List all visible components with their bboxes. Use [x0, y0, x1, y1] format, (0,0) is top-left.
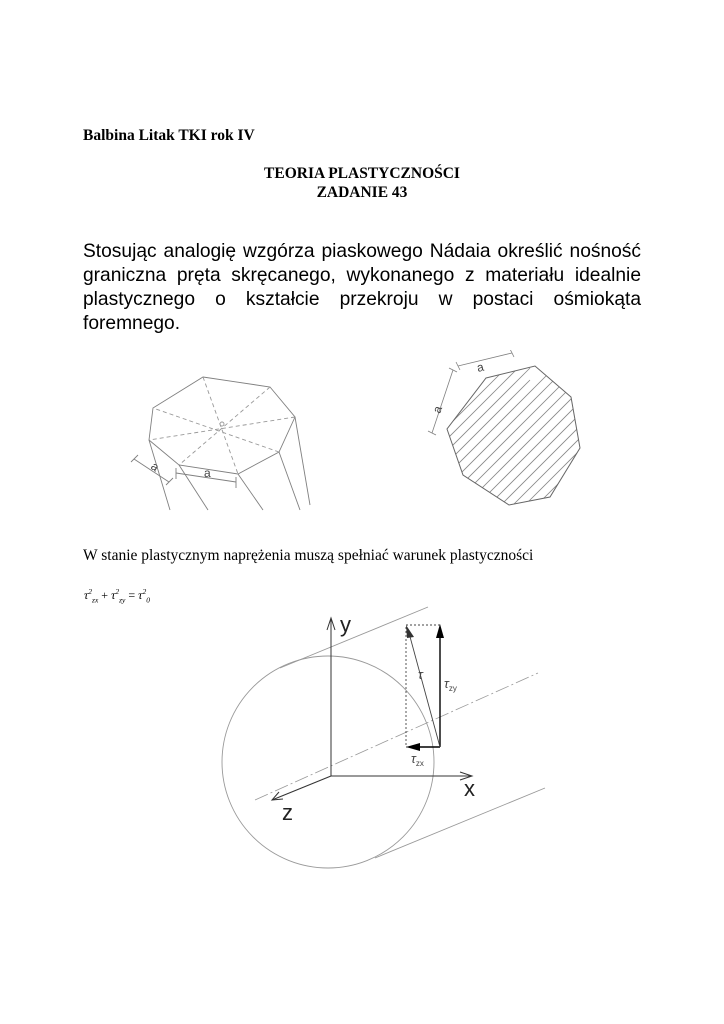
tau-zy-label: $\tau_{zy}$ — [444, 676, 457, 693]
dashed-diagonals — [149, 377, 295, 474]
center-axis-line — [255, 673, 538, 800]
prism-edges — [149, 417, 310, 510]
author-line: Balbina Litak TKI rok IV — [83, 127, 255, 144]
dimension-lines — [428, 350, 514, 435]
formula-tau-2: τ — [111, 588, 116, 602]
formula-plus: + — [101, 588, 109, 602]
tau-zx-label: $\tau_{zx}$ — [411, 751, 424, 768]
octagon-face — [149, 377, 295, 474]
axis-label-z: z — [282, 800, 293, 825]
tau-label: τ — [418, 667, 423, 682]
coordinate-axes — [272, 618, 472, 800]
title-block — [0, 164, 724, 202]
formula-tau-0: τ — [138, 588, 143, 602]
dimension-label-a-left: a — [148, 458, 162, 475]
document-title: TEORIA PLASTYCZNOŚCI — [264, 165, 460, 182]
document-subtitle: ZADANIE 43 — [316, 184, 408, 201]
cylinder-outline — [222, 607, 545, 868]
dimension-label-a-bottom: a — [204, 466, 211, 480]
octagon-prism-figure — [120, 365, 320, 515]
task-paragraph: Stosując analogię wzgórza piaskowego Nádaia określić nośność graniczna pręta skręcanego, wykonanego z materiału idealnie plastycznego o kształcie przekroju w postaci ośmiokąta foremnego. — [83, 241, 641, 334]
octagon-outline — [447, 366, 580, 505]
dimension-label-a-top: a — [475, 359, 486, 375]
plasticity-formula: $\tau^2_{zx} + \tau^2_{zy} = \tau^2_0$ — [84, 587, 150, 605]
axis-label-x: x — [464, 776, 475, 801]
formula-tau-1: τ — [84, 588, 89, 602]
stress-vectors — [406, 624, 444, 751]
dimension-label-a-side: a — [429, 403, 446, 416]
cross-section-circle — [222, 656, 434, 868]
section-hatching — [420, 350, 600, 520]
octagon-section-figure — [420, 350, 600, 520]
axis-label-y: y — [340, 612, 351, 637]
plasticity-condition-text: W stanie plastycznym naprężenia muszą spełniać warunek plastyczności — [83, 547, 534, 564]
stress-axes-figure — [200, 600, 560, 900]
formula-equals: = — [128, 588, 136, 602]
